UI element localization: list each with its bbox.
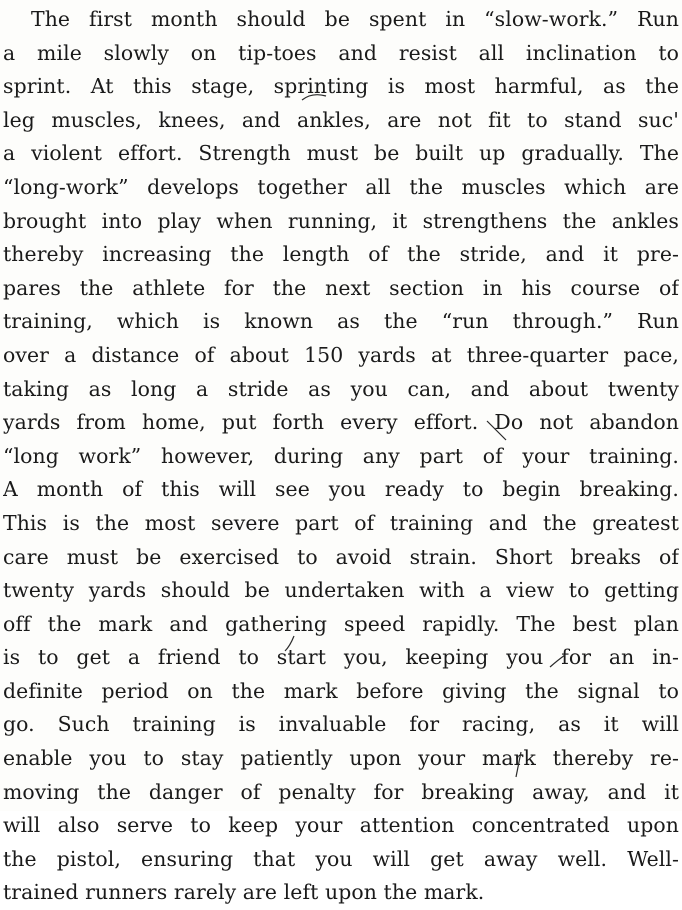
text-line: thereby increasing the length of the stride, and it pre- bbox=[3, 242, 679, 267]
text-line: brought into play when running, it strengthens the ankles bbox=[3, 208, 679, 233]
text-line: training, which is known as the “run through.” Run bbox=[3, 309, 679, 334]
text-line: a mile slowly on tip-toes and resist all inclination to bbox=[3, 40, 679, 65]
text-line: care must be exercised to avoid strain. Short breaks of bbox=[3, 544, 679, 569]
text-line: moving the danger of penalty for breaking away, and it bbox=[3, 779, 679, 804]
text-line: enable you to stay patiently upon your mark thereby re- bbox=[3, 746, 679, 771]
text-line: “long-work” develops together all the muscles which are bbox=[3, 174, 679, 199]
text-line: The first month should be spent in “slow-work.” Run bbox=[31, 7, 679, 31]
text-line: pares the athlete for the next section in his course of bbox=[3, 275, 679, 300]
text-line: twenty yards should be undertaken with a view to getting bbox=[3, 578, 679, 603]
text-line: off the mark and gathering speed rapidly. The best plan bbox=[3, 611, 679, 636]
body-paragraph bbox=[3, 3, 679, 910]
text-line: go. Such training is invaluable for racing, as it will bbox=[3, 712, 679, 737]
text-line: the pistol, ensuring that you will get away well. Well- bbox=[3, 846, 679, 871]
text-line: taking as long a stride as you can, and about twenty bbox=[3, 376, 679, 401]
pencil-mark bbox=[282, 634, 298, 654]
text-line: “long work” however, during any part of your training. bbox=[3, 443, 679, 468]
text-line: yards from home, put forth every effort. Do not abandon bbox=[3, 410, 679, 435]
text-line: A month of this will see you ready to begin breaking. bbox=[3, 477, 679, 502]
pencil-mark bbox=[512, 750, 526, 780]
text-line: definite period on the mark before giving the signal to bbox=[3, 678, 679, 703]
text-line: is to get a friend to start you, keeping you for an in- bbox=[3, 645, 679, 670]
text-line: trained runners rarely are left upon the mark. bbox=[3, 880, 485, 905]
pencil-mark bbox=[484, 418, 510, 444]
pencil-mark bbox=[548, 652, 568, 670]
text-line: leg muscles, knees, and ankles, are not fit to stand suc' bbox=[3, 107, 679, 132]
text-line: a violent effort. Strength must be built up gradually. The bbox=[3, 141, 679, 166]
text-line: This is the most severe part of training and the greatest bbox=[3, 510, 679, 535]
text-line: over a distance of about 150 yards at three-quarter pace, bbox=[3, 342, 679, 367]
text-line: sprint. At this stage, sprinting is most harmful, as the bbox=[3, 74, 679, 99]
text-line: will also serve to keep your attention concentrated upon bbox=[3, 813, 679, 838]
pencil-mark bbox=[300, 90, 330, 104]
